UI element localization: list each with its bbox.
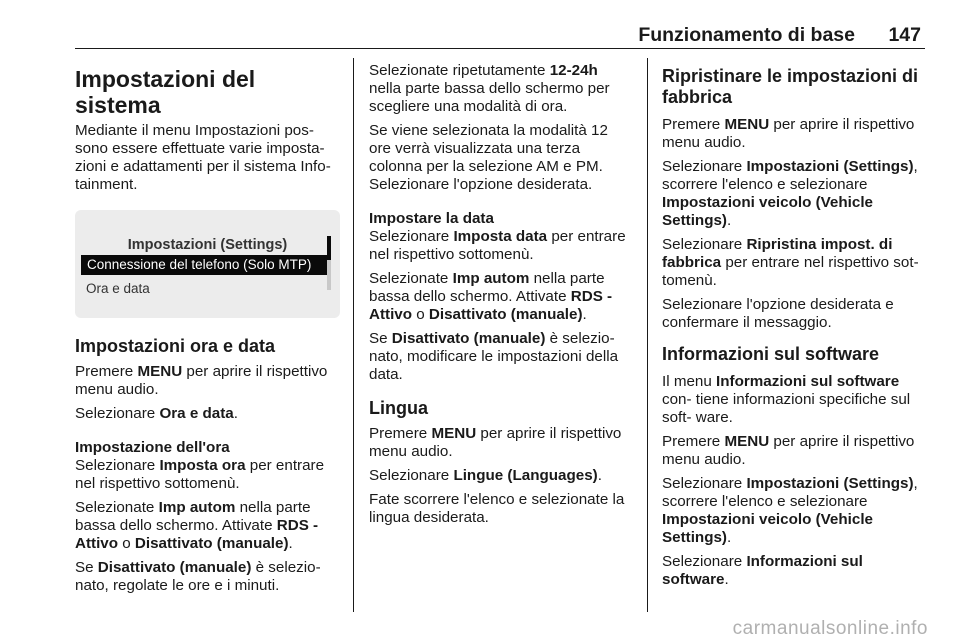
subheading: Impostazione dell'ora [75, 439, 230, 456]
paragraph: Selezionare Lingue (Languages). [369, 467, 602, 484]
paragraph: Selezionare Impostazioni (Settings), scorrere l'elenco e selezionare Impostazioni veicolo (Vehicle Settings). [662, 475, 918, 546]
screen-selected-item: Connessione del telefono (Solo MTP) [81, 255, 327, 275]
column-divider [353, 58, 354, 612]
paragraph: Selezionate Imp autom nella parte bassa dello schermo. Attivate RDS - Attivo o Disattivato (manuale). [75, 499, 319, 552]
paragraph: Fate scorrere l'elenco e selezionate la lingua desiderata. [369, 491, 625, 526]
watermark-text: carmanualsonline.info [732, 618, 928, 639]
paragraph: Selezionare Ora e data. [75, 405, 238, 422]
paragraph: Selezionare Imposta ora per entrare nel rispettivo sottomenù. [75, 457, 325, 492]
column-2 [369, 62, 634, 533]
paragraph: Selezionate ripetutamente 12-24h nella parte bassa dello schermo per scegliere una modalità di ora. [369, 62, 610, 115]
screen-list-item: Ora e data [86, 281, 150, 296]
page-header [75, 22, 925, 49]
paragraph: Se Disattivato (manuale) è selezio- nato, modificare le impostazioni della data. [369, 330, 619, 383]
subsection-title: Ripristinare le impostazioni di fabbrica [662, 66, 919, 107]
subsection-title: Impostazioni ora e data [75, 336, 276, 356]
intro-paragraph: Mediante il menu Impostazioni pos- sono essere effettuate varie imposta- zioni e adattamenti per il sistema Info- tainment. [75, 122, 331, 193]
paragraph: Selezionare Informazioni sul software. [662, 553, 863, 588]
paragraph: Premere MENU per aprire il rispettivo menu audio. [369, 425, 622, 460]
header-title: Funzionamento di base [638, 24, 855, 46]
page-number: 147 [888, 24, 921, 46]
paragraph: Se Disattivato (manuale) è selezio- nato, regolate le ore e i minuti. [75, 559, 321, 594]
paragraph: Premere MENU per aprire il rispettivo menu audio. [75, 363, 328, 398]
paragraph: Selezionate Imp autom nella parte bassa dello schermo. Attivate RDS - Attivo o Disattivato (manuale). [369, 270, 613, 323]
column-3 [662, 62, 927, 595]
screen-scrollbar [327, 236, 331, 290]
column-1 [75, 62, 345, 601]
paragraph: Se viene selezionata la modalità 12 ore verrà visualizzata una terza colonna per la selezione AM e PM. Selezionare l'opzione desiderata. [369, 122, 608, 193]
section-title: Impostazioni del sistema [75, 66, 256, 118]
paragraph: Premere MENU per aprire il rispettivo menu audio. [662, 116, 915, 151]
settings-screen-image [75, 210, 340, 318]
subsection-title: Informazioni sul software [662, 344, 880, 364]
paragraph: Selezionare l'opzione desiderata e confermare il messaggio. [662, 296, 894, 331]
subheading: Impostare la data [369, 210, 494, 227]
paragraph: Selezionare Ripristina impost. di fabbrica per entrare nel rispettivo sot- tomenù. [662, 236, 919, 289]
paragraph: Selezionare Imposta data per entrare nel rispettivo sottomenù. [369, 228, 626, 263]
subsection-title: Lingua [369, 398, 428, 418]
screen-scrollbar-thumb [327, 236, 331, 260]
screen-title: Impostazioni (Settings) [127, 237, 288, 253]
column-divider [647, 58, 648, 612]
paragraph: Selezionare Impostazioni (Settings), scorrere l'elenco e selezionare Impostazioni veicolo (Vehicle Settings). [662, 158, 918, 229]
paragraph: Premere MENU per aprire il rispettivo menu audio. [662, 433, 915, 468]
paragraph: Il menu Informazioni sul software con- tiene informazioni specifiche sul soft- ware. [662, 373, 911, 426]
